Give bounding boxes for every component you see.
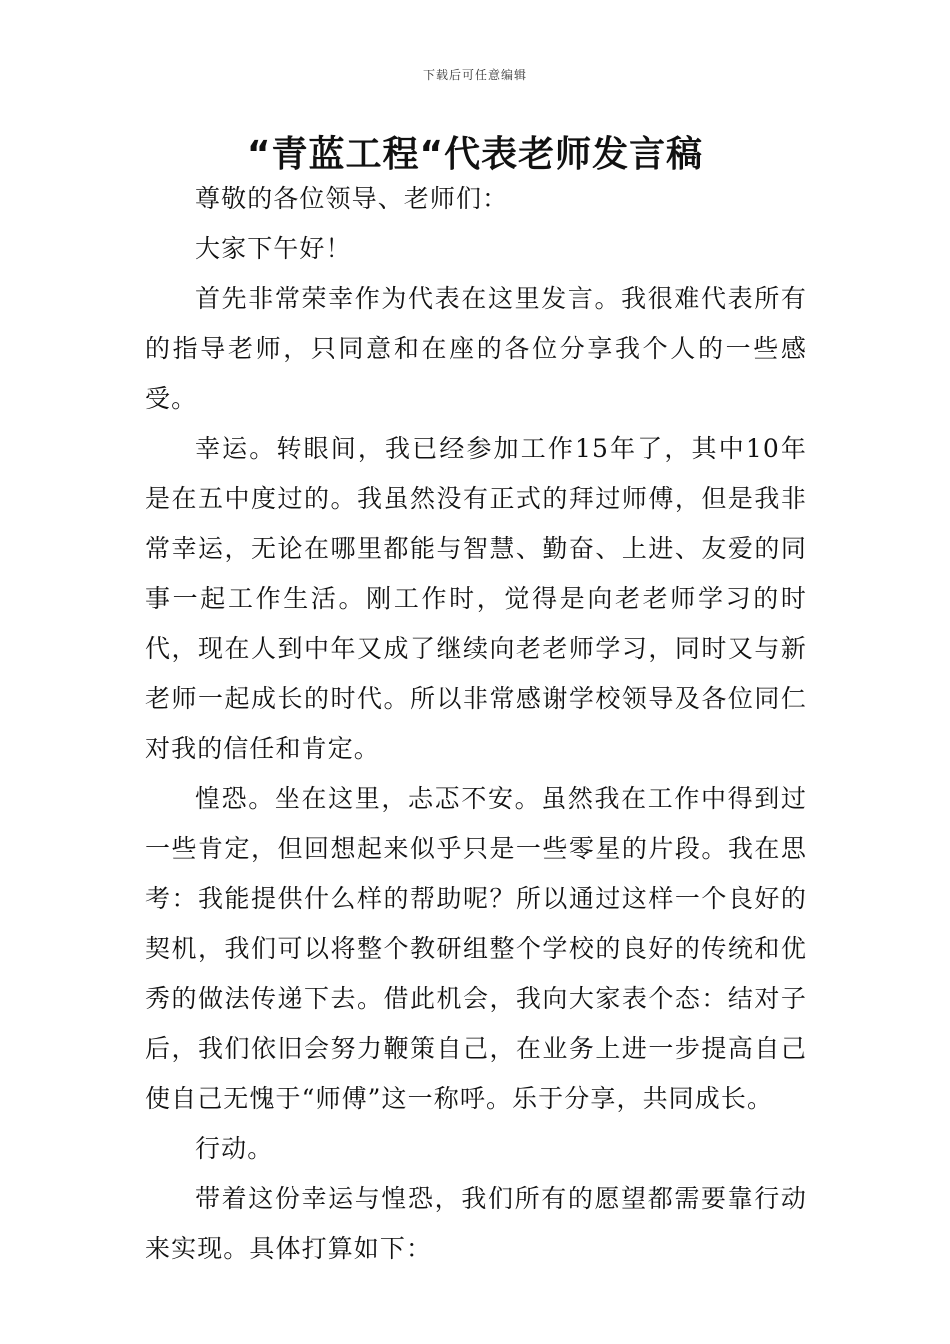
header-note: 下载后可任意编辑 [422,68,527,82]
paragraph-action-heading: 行动。 [195,1134,274,1163]
document-body [145,174,807,1274]
paragraph-fortune: 幸运。转眼间，我已经参加工作15年了，其中10年是在五中度过的。我虽然没有正式的拜过师傅，但是我非常幸运，无论在哪里都能与智慧、勤奋、上进、友爱的同事一起工作生活。刚工作时，觉得是向老老师学习的时代，现在人到中年又成了继续向老老师学习，同时又与新老师一起成长的时代。所以非常感谢学校领导及各位同仁对我的信任和肯定。 [145,434,807,763]
paragraph-salutation: 尊敬的各位领导、老师们： [195,184,509,213]
document-title: “青蓝工程“代表老师发言稿 [246,134,704,175]
paragraph-intro: 首先非常荣幸作为代表在这里发言。我很难代表所有的指导老师，只同意和在座的各位分享我个人的一些感受。 [145,284,807,413]
paragraph-anxiety: 惶恐。坐在这里，忐忑不安。虽然我在工作中得到过一些肯定，但回想起来似乎只是一些零星的片段。我在思考：我能提供什么样的帮助呢？所以通过这样一个良好的契机，我们可以将整个教研组整个学校的良好的传统和优秀的做法传递下去。借此机会，我向大家表个态：结对子后，我们依旧会努力鞭策自己，在业务上进一步提高自己使自己无愧于“师傅”这一称呼。乐于分享，共同成长。 [145,784,807,1113]
paragraph-action-plan: 带着这份幸运与惶恐，我们所有的愿望都需要靠行动来实现。具体打算如下： [145,1184,807,1263]
paragraph-greeting: 大家下午好！ [195,234,352,263]
